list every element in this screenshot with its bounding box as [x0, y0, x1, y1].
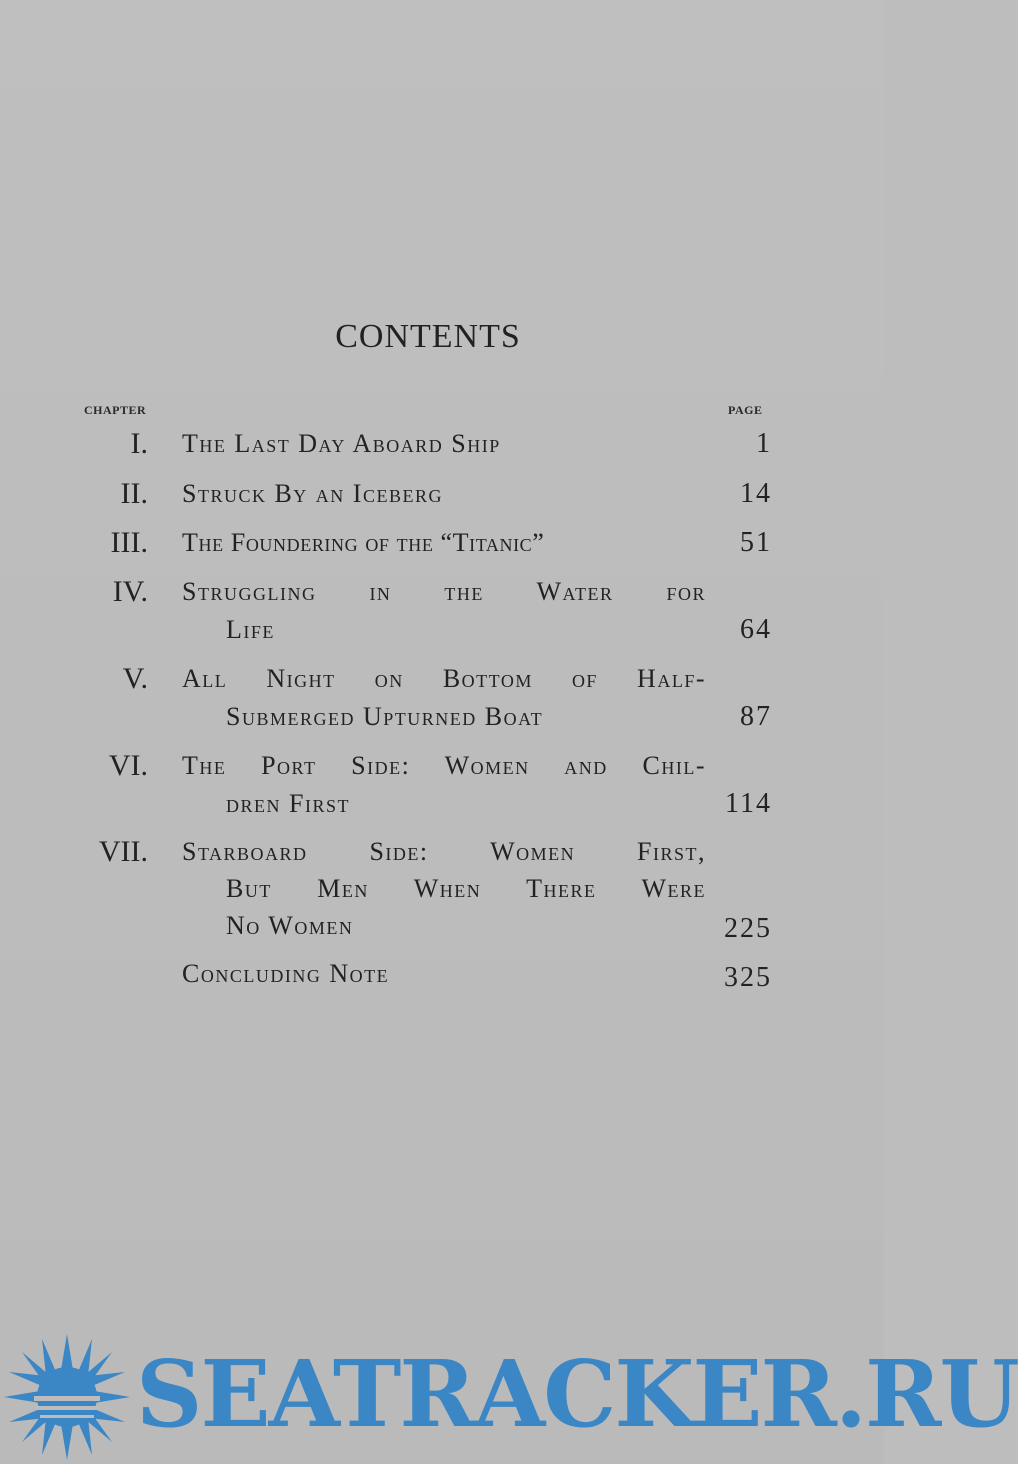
chapter-title-line: Concluding Note: [182, 959, 390, 988]
chapter-title-line: But Men When There Were: [226, 874, 706, 903]
chapter-title-line: Starboard Side: Women First,: [182, 837, 706, 866]
page-number: 1: [756, 428, 772, 459]
page-column-header: PAGE: [728, 403, 763, 417]
chapter-column-header: CHAPTER: [84, 403, 147, 417]
page-number: 325: [724, 962, 772, 993]
chapter-title-line: The Last Day Aboard Ship: [182, 429, 501, 458]
page-number: 87: [740, 701, 772, 732]
watermark: [0, 1330, 1018, 1464]
chapter-title-line: Struggling in the Water for: [182, 577, 706, 606]
page-number: 114: [725, 788, 772, 819]
chapter-title-line: Struck By an Iceberg: [182, 479, 443, 508]
page-number: 225: [724, 913, 772, 944]
page-title: CONTENTS: [335, 318, 521, 355]
page-number: 14: [740, 478, 772, 509]
page-number: 64: [740, 614, 772, 645]
chapter-title-line: All Night on Bottom of Half-: [182, 664, 706, 693]
chapter-number: VII.: [98, 835, 148, 868]
chapter-number: V.: [122, 662, 148, 695]
chapter-number: III.: [110, 526, 148, 559]
chapter-title-line: The Foundering of the “Titanic”: [182, 528, 545, 557]
chapter-title-line: dren First: [226, 789, 350, 818]
chapter-title-line: Submerged Upturned Boat: [226, 702, 544, 731]
chapter-title-line: The Port Side: Women and Chil-: [182, 751, 706, 780]
chapter-title-line: No Women: [226, 911, 354, 940]
chapter-title-line: Life: [226, 615, 275, 644]
chapter-number: I.: [130, 427, 148, 460]
chapter-number: II.: [120, 477, 148, 510]
sun-icon: [0, 1330, 134, 1464]
page-number: 51: [740, 527, 772, 558]
chapter-number: IV.: [112, 575, 148, 608]
watermark-text: SEATRACKER.RU: [136, 1340, 1018, 1448]
chapter-number: VI.: [108, 749, 148, 782]
